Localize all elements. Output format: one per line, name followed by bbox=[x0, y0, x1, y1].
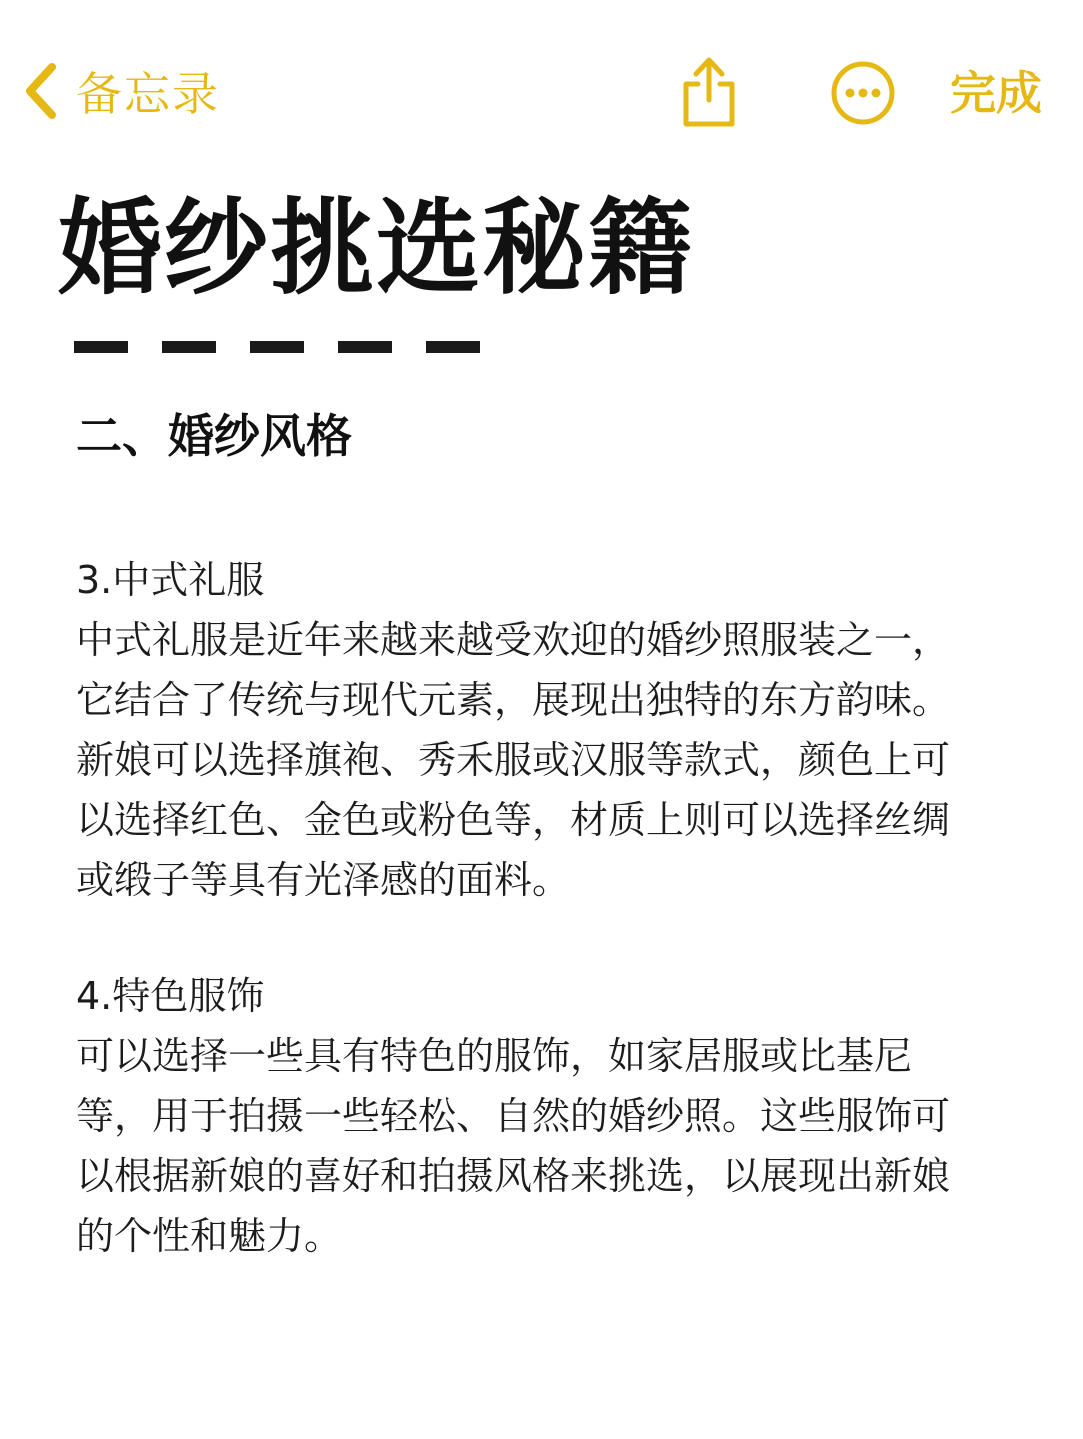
divider-dash bbox=[250, 341, 304, 353]
paragraph-line: 可以选择一些具有特色的服饰，如家居服或比基尼 bbox=[76, 1034, 913, 1078]
divider-dash bbox=[162, 341, 216, 353]
share-icon bbox=[676, 115, 742, 134]
paragraph-line: 以选择红色、金色或粉色等，材质上则可以选择丝绸 bbox=[76, 798, 951, 842]
divider-dash bbox=[74, 341, 128, 353]
subsection-heading: 3.中式礼服 bbox=[76, 558, 265, 602]
section-heading: 二、婚纱风格 bbox=[76, 409, 352, 463]
paragraph-line: 新娘可以选择旗袍、秀禾服或汉服等款式，颜色上可 bbox=[76, 738, 951, 782]
paragraph-line: 的个性和魅力。 bbox=[76, 1214, 343, 1258]
chevron-left-icon bbox=[22, 61, 58, 121]
paragraph-line: 中式礼服是近年来越来越受欢迎的婚纱照服装之一， bbox=[76, 618, 951, 662]
more-icon bbox=[830, 111, 896, 130]
note-title: 婚纱挑选秘籍 bbox=[58, 187, 695, 309]
share-button[interactable] bbox=[676, 52, 742, 130]
note-section-special-outfits bbox=[76, 966, 1016, 1266]
paragraph-line: 它结合了传统与现代元素，展现出独特的东方韵味。 bbox=[76, 678, 951, 722]
note-section-chinese-dress bbox=[76, 550, 1016, 910]
back-button[interactable] bbox=[22, 56, 220, 126]
paragraph-line: 以根据新娘的喜好和拍摄风格来挑选，以展现出新娘 bbox=[76, 1154, 951, 1198]
paragraph-line: 或缎子等具有光泽感的面料。 bbox=[76, 858, 571, 902]
more-button[interactable] bbox=[830, 60, 896, 126]
dash-divider bbox=[74, 341, 514, 353]
done-button[interactable]: 完成 bbox=[950, 66, 1042, 120]
divider-dash bbox=[426, 341, 480, 353]
navigation-bar bbox=[0, 0, 1083, 180]
divider-dash bbox=[338, 341, 392, 353]
paragraph-line: 等，用于拍摄一些轻松、自然的婚纱照。这些服饰可 bbox=[76, 1094, 951, 1138]
back-label: 备忘录 bbox=[76, 67, 220, 121]
subsection-heading: 4.特色服饰 bbox=[76, 974, 265, 1018]
